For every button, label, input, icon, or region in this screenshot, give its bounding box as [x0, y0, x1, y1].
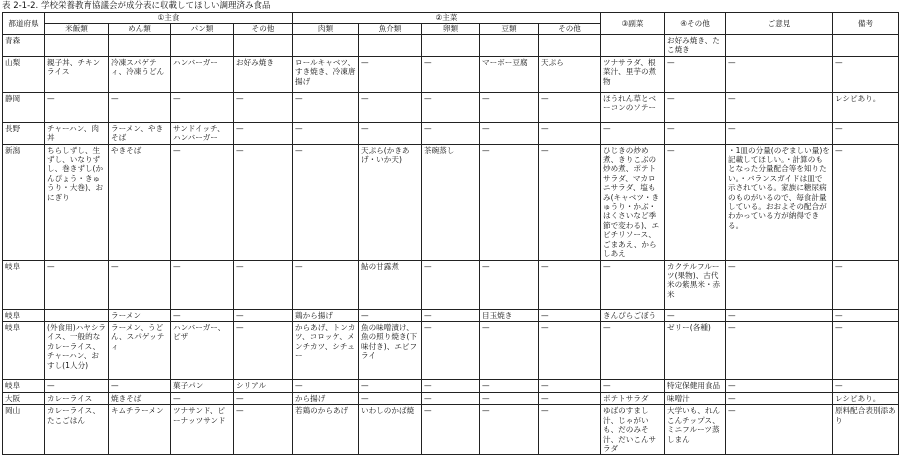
cell-noodles [109, 35, 171, 57]
table-row [3, 379, 899, 392]
cell-meat: — [293, 144, 359, 260]
cell-rice: (外食用)ハヤシライス、一般的なカレーライス、チャーハン、おすし(1人分) [45, 321, 109, 379]
cell-egg: — [422, 122, 480, 144]
cell-noodles: 冷凍スパゲティ、冷凍うどん [109, 56, 171, 92]
cell-rice: カレーライス [45, 392, 109, 404]
cell-other: — [665, 122, 726, 144]
cell-main-other: — [539, 92, 601, 122]
cell-prefecture: 静岡 [3, 92, 45, 122]
cell-other: ゼリー(各種) [665, 321, 726, 379]
cell-other: — [665, 92, 726, 122]
cell-opinion: — [726, 309, 833, 321]
cell-seafood: — [359, 309, 422, 321]
cell-prefecture: 岐阜 [3, 321, 45, 379]
cell-seafood: いわしのかば焼 [359, 405, 422, 455]
cell-staple-other: — [234, 309, 293, 321]
cell-other: カクテルフルーツ(果物)、古代米の紫黒米・赤米 [665, 260, 726, 309]
cell-main-other: — [539, 392, 601, 404]
cell-bread: サンドイッチ、ハンバーガー [171, 122, 234, 144]
cell-prefecture: 大阪 [3, 392, 45, 404]
table-row [3, 122, 899, 144]
cell-rice: — [45, 260, 109, 309]
cell-side-dish: ポテトサラダ [601, 392, 665, 404]
cell-other: — [665, 144, 726, 260]
cell-rice [45, 309, 109, 321]
cell-egg: 茶碗蒸し [422, 144, 480, 260]
cell-seafood: — [359, 392, 422, 404]
cell-meat: から揚げ [293, 392, 359, 404]
subheader-bread: パン類 [171, 24, 234, 35]
table-body [3, 35, 899, 455]
subheader-staple-other: その他 [234, 24, 293, 35]
cell-seafood: 鮎の甘露煮 [359, 260, 422, 309]
cell-side-dish: きんぴらごぼう [601, 309, 665, 321]
cell-staple-other: — [234, 405, 293, 455]
table-caption: 表 2-1-2. 学校栄養教育協議会が成分表に収載してほしい調理済み食品 [2, 1, 271, 11]
cell-seafood: — [359, 56, 422, 92]
cell-beans: — [480, 392, 539, 404]
cell-bread: ハンバーガー [171, 56, 234, 92]
cell-staple-other: — [234, 144, 293, 260]
cell-meat: — [293, 122, 359, 144]
cell-main-other [539, 35, 601, 57]
cell-side-dish [601, 35, 665, 57]
cell-egg: — [422, 405, 480, 455]
cell-beans: — [480, 379, 539, 392]
cell-meat: ロールキャベツ、すき焼き、冷凍唐揚げ [293, 56, 359, 92]
cell-main-other: — [539, 122, 601, 144]
cell-egg: — [422, 392, 480, 404]
cell-side-dish: ほうれん草とベーコンのソテー [601, 92, 665, 122]
cell-noodles: — [109, 260, 171, 309]
cell-other: 特定保健用食品 [665, 379, 726, 392]
cell-bread: 菓子パン [171, 379, 234, 392]
cell-side-dish: — [601, 321, 665, 379]
cell-remarks: — [833, 321, 899, 379]
cell-side-dish: — [601, 379, 665, 392]
header-other: ④その他 [665, 13, 726, 35]
table-row [3, 309, 899, 321]
cell-prefecture: 山梨 [3, 56, 45, 92]
cell-beans: 目玉焼き [480, 309, 539, 321]
cell-rice: カレーライス、たこごはん [45, 405, 109, 455]
cell-bread: — [171, 92, 234, 122]
cell-opinion: — [726, 56, 833, 92]
header-opinion: ご意見 [726, 13, 833, 35]
cell-beans: — [480, 321, 539, 379]
cell-seafood: 魚の味噌漬け、魚の照り焼き(下味付き)、エビフライ [359, 321, 422, 379]
cell-remarks: — [833, 122, 899, 144]
table-row [3, 144, 899, 260]
cell-other: — [665, 309, 726, 321]
cell-bread: ハンバーガー、ピザ [171, 321, 234, 379]
cell-prefecture: 岐阜 [3, 309, 45, 321]
cell-opinion: ・1皿の分量(のぞましい量)を記載してほしい。・計算のもとなった分量配合等を知りたい。・バランスガイドは皿で示されている。家族に糖尿病のものがいるので、毎食計量している。おおよその配合がわかっている方が納得できる。 [726, 144, 833, 260]
cell-bread: — [171, 260, 234, 309]
cell-main-other: — [539, 405, 601, 455]
cell-prefecture: 岐阜 [3, 379, 45, 392]
table-row [3, 321, 899, 379]
cell-staple-other: — [234, 260, 293, 309]
cell-noodles: キムチラーメン [109, 405, 171, 455]
cell-rice: 親子丼、チキンライス [45, 56, 109, 92]
cell-seafood: 天ぷら(かきあげ・いか天) [359, 144, 422, 260]
cell-opinion: — [726, 92, 833, 122]
cell-egg: — [422, 309, 480, 321]
subheader-noodles: めん類 [109, 24, 171, 35]
subheader-main-other: その他 [539, 24, 601, 35]
header-staple: ①主食 [45, 13, 293, 24]
cell-opinion: — [726, 321, 833, 379]
cell-rice: ちらしずし、生ずし、いなりずし、巻きずし(かんぴょう・きゅうり・大巻)、おにぎり [45, 144, 109, 260]
cell-rice: — [45, 92, 109, 122]
cell-meat: からあげ、トンカツ、コロッケ、メンチカツ、シチュー [293, 321, 359, 379]
cell-seafood: — [359, 122, 422, 144]
table-row [3, 35, 899, 57]
header-prefecture: 都道府県 [3, 13, 45, 35]
cell-noodles: ラーメン、うどん、スパゲッティ [109, 321, 171, 379]
cell-egg: — [422, 260, 480, 309]
cell-noodles: — [109, 379, 171, 392]
cell-prefecture: 岐阜 [3, 260, 45, 309]
cell-remarks: レシピあり。 [833, 392, 899, 404]
cell-beans: — [480, 92, 539, 122]
cell-opinion: — [726, 405, 833, 455]
subheader-meat: 肉類 [293, 24, 359, 35]
cell-meat: 若鶏のからあげ [293, 405, 359, 455]
cell-remarks: — [833, 260, 899, 309]
header-remarks: 備考 [833, 13, 899, 35]
subheader-beans: 豆類 [480, 24, 539, 35]
cell-meat: 鶏から揚げ [293, 309, 359, 321]
cell-staple-other: — [234, 92, 293, 122]
cell-side-dish: ゆばのすまし汁、じゃがいも、だのみそ汁、だいこんサラダ [601, 405, 665, 455]
cell-meat: — [293, 92, 359, 122]
cell-egg: — [422, 56, 480, 92]
cell-egg: — [422, 92, 480, 122]
cell-rice: チャーハン、肉丼 [45, 122, 109, 144]
cell-remarks: 原料配合表別添あり [833, 405, 899, 455]
cell-egg: — [422, 379, 480, 392]
cell-main-other: 天ぷら [539, 56, 601, 92]
cell-noodles: — [109, 92, 171, 122]
cell-beans: — [480, 144, 539, 260]
cell-seafood [359, 35, 422, 57]
cell-prefecture: 岡山 [3, 405, 45, 455]
cell-remarks: — [833, 379, 899, 392]
cell-side-dish: ツナサラダ、根菜汁、里芋の煮物 [601, 56, 665, 92]
cell-remarks: — [833, 309, 899, 321]
cell-meat: — [293, 379, 359, 392]
cell-noodles: 焼きそば [109, 392, 171, 404]
table-row [3, 260, 899, 309]
cell-staple-other: — [234, 392, 293, 404]
cell-other: お好み焼き、たこ焼き [665, 35, 726, 57]
cell-main-other: — [539, 309, 601, 321]
header-side-dish: ③副菜 [601, 13, 665, 35]
cell-staple-other: — [234, 321, 293, 379]
cell-prefecture: 新潟 [3, 144, 45, 260]
survey-table [2, 12, 899, 455]
cell-opinion: — [726, 260, 833, 309]
cell-other: 大学いも、れんこんチップス、ミニフルーツ蒸しまん [665, 405, 726, 455]
cell-beans [480, 35, 539, 57]
cell-rice [45, 35, 109, 57]
cell-noodles: やきそば [109, 144, 171, 260]
table-row [3, 392, 899, 404]
cell-meat: — [293, 260, 359, 309]
table-row [3, 405, 899, 455]
cell-side-dish: — [601, 122, 665, 144]
cell-other: — [665, 56, 726, 92]
cell-bread: — [171, 392, 234, 404]
cell-beans: — [480, 122, 539, 144]
cell-remarks: レシピあり。 [833, 92, 899, 122]
cell-seafood: — [359, 92, 422, 122]
cell-beans: — [480, 260, 539, 309]
header-main-dish: ②主菜 [293, 13, 601, 24]
cell-bread: ツナサンド、ピーナッツサンド [171, 405, 234, 455]
cell-opinion [726, 35, 833, 57]
cell-prefecture: 長野 [3, 122, 45, 144]
cell-bread [171, 35, 234, 57]
cell-egg [422, 35, 480, 57]
cell-main-other: — [539, 144, 601, 260]
cell-remarks: — [833, 56, 899, 92]
cell-other: 味噌汁 [665, 392, 726, 404]
cell-main-other: — [539, 260, 601, 309]
table-row [3, 56, 899, 92]
cell-staple-other [234, 35, 293, 57]
subheader-seafood: 魚介類 [359, 24, 422, 35]
cell-opinion: — [726, 379, 833, 392]
cell-meat [293, 35, 359, 57]
subheader-egg: 卵類 [422, 24, 480, 35]
cell-noodles: ラーメン [109, 309, 171, 321]
cell-bread: — [171, 144, 234, 260]
cell-main-other: — [539, 379, 601, 392]
cell-staple-other: — [234, 122, 293, 144]
cell-rice: — [45, 379, 109, 392]
cell-remarks: — [833, 144, 899, 260]
cell-egg: — [422, 321, 480, 379]
subheader-rice: 米飯類 [45, 24, 109, 35]
cell-beans: マーボー豆腐 [480, 56, 539, 92]
cell-opinion: — [726, 392, 833, 404]
cell-seafood: — [359, 379, 422, 392]
cell-side-dish: — [601, 260, 665, 309]
cell-bread: — [171, 309, 234, 321]
cell-side-dish: ひじきの炒め煮、きりこぶの炒め煮、ポテトサラダ、マカロニサラダ、塩もみ(キャベツ・きゅうり・かぶ・はくさいなど季節で変わる)、エビチリソース、ごまあえ、からしあえ [601, 144, 665, 260]
cell-main-other: — [539, 321, 601, 379]
cell-staple-other: お好み焼き [234, 56, 293, 92]
cell-remarks [833, 35, 899, 57]
cell-opinion: — [726, 122, 833, 144]
cell-prefecture: 青森 [3, 35, 45, 57]
cell-noodles: ラーメン、やきそば [109, 122, 171, 144]
cell-beans: — [480, 405, 539, 455]
table-row [3, 92, 899, 122]
cell-staple-other: シリアル [234, 379, 293, 392]
